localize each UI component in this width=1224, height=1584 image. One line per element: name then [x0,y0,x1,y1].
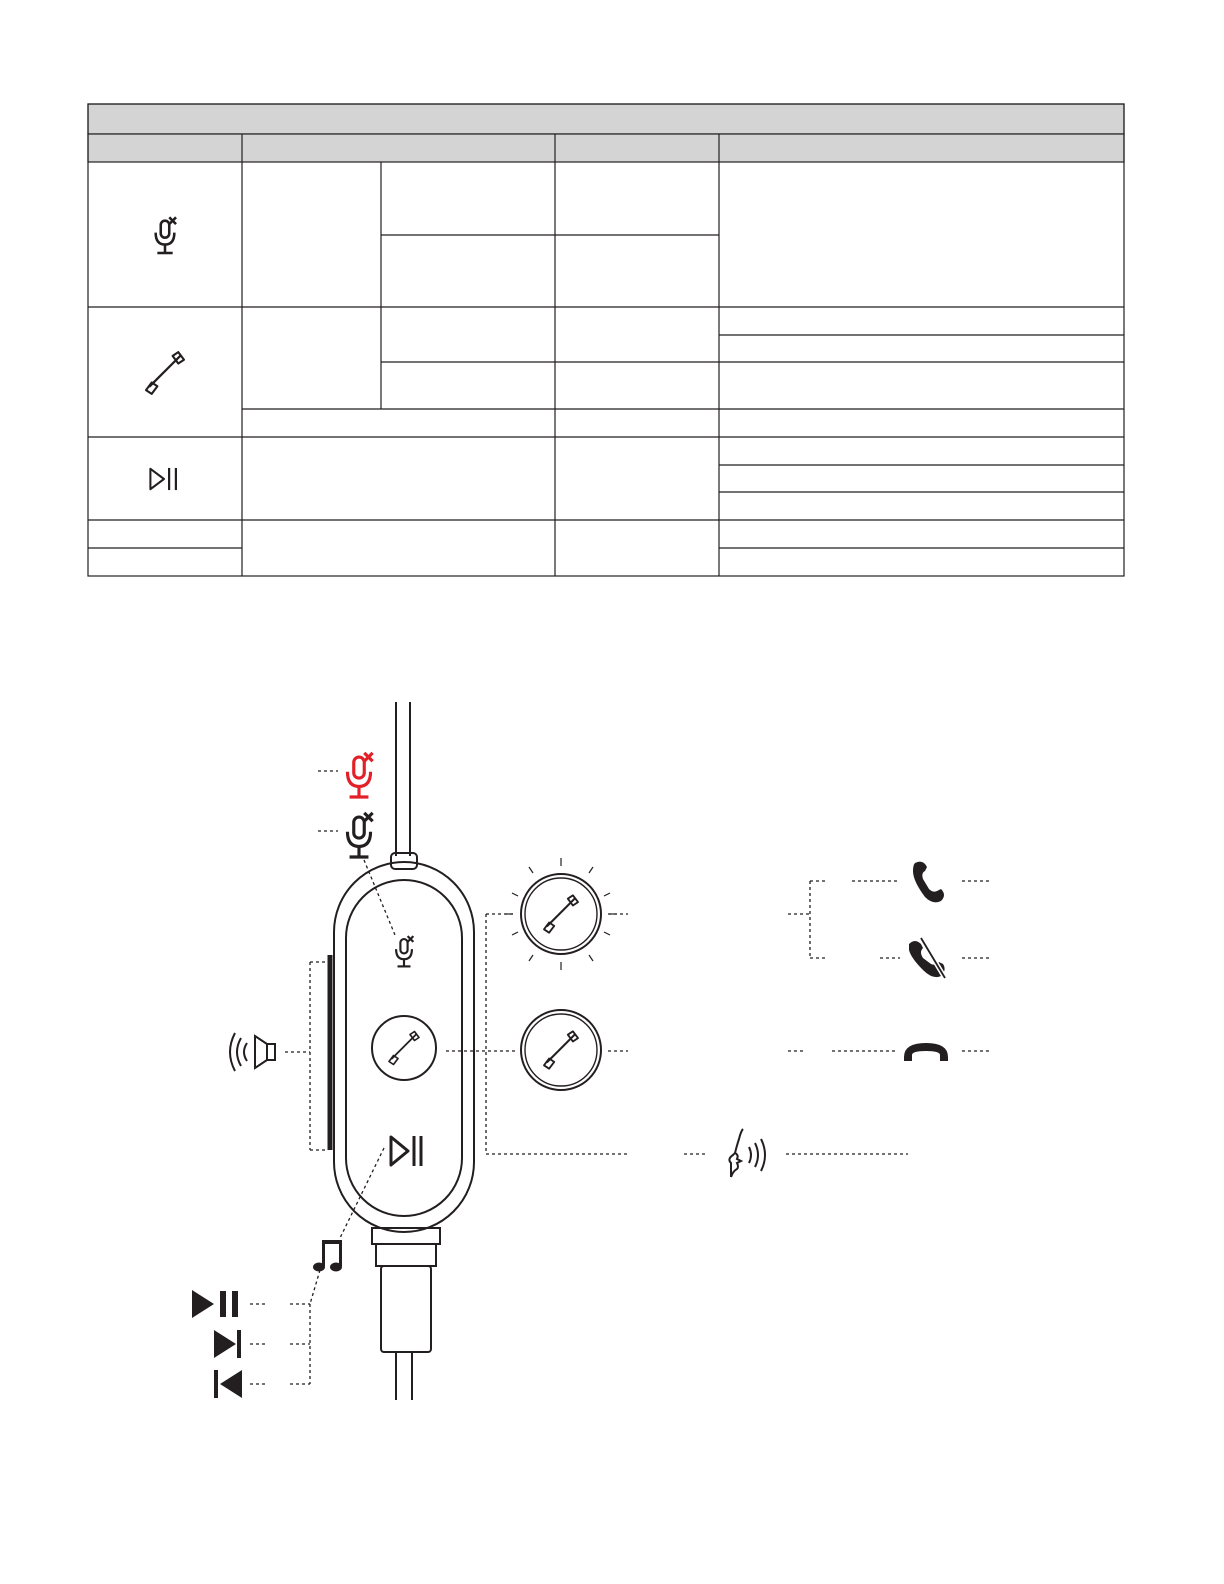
call-led-blinking-icon [505,858,617,970]
call-led-solid-icon [521,1010,601,1090]
volume-leader-lines [285,962,326,1150]
answer-call-icon [913,862,944,903]
music-note-icon [313,1240,342,1272]
cable-top [391,702,417,869]
cable-bottom [372,1228,440,1400]
voice-speech-icon [729,1129,765,1177]
previous-track-icon [214,1370,242,1398]
reject-call-icon [909,938,945,978]
mic-mute-icon-black [347,813,372,857]
play-pause-icon [150,468,176,490]
table-title-bar [88,104,1124,134]
handset-icon [146,352,184,394]
call-button[interactable] [372,1016,436,1080]
next-track-icon [214,1330,241,1358]
volume-speaker-icon [230,1033,275,1071]
feature-table [88,104,1124,576]
call-leader-lines [446,881,990,1154]
mic-mute-icon-red [347,753,372,797]
table-header-row [88,134,1124,162]
play-pause-action-icon [192,1290,238,1318]
mic-mute-icon [156,217,176,253]
mic-mute-button[interactable] [396,936,413,966]
end-call-icon [904,1043,948,1061]
play-pause-button[interactable] [391,1136,421,1166]
